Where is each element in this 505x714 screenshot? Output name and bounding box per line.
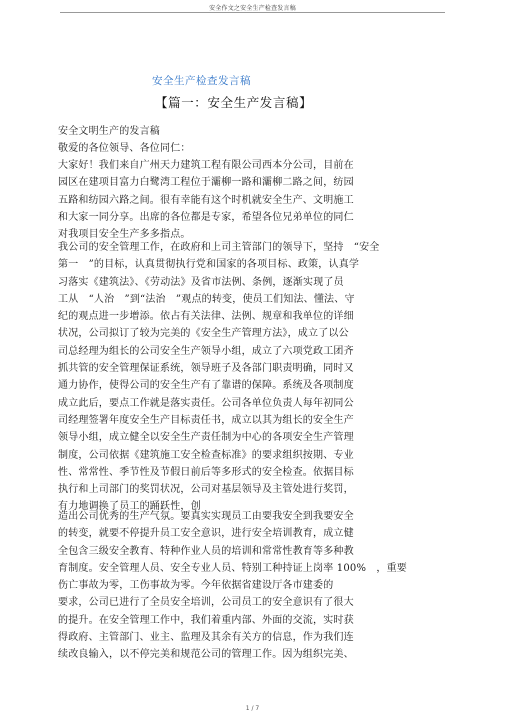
paragraph-line: 要求，公司已进行了全员安全培训，公司员工的安全意识有了很大 (58, 597, 354, 609)
paragraph-3 (58, 508, 463, 664)
paragraph-line: 大家好！我们来自广州天力建筑工程有限公司西本分公司，目前在 (58, 160, 354, 171)
paragraph-line: 和大家一同分享。出席的各位都是专家，希望各位兄弟单位的同仁 (58, 211, 354, 223)
paragraph-line: 的提升。在安全管理工作中，我们着重内部、外面的交流，实时获 (58, 614, 354, 626)
paragraph-line: 有力地调换了员工的踊跃性，创 (58, 501, 201, 513)
paragraph-line: 习落实《建筑法》、《劳动法》及省市法例、条例，逐渐实现了员 (58, 276, 344, 288)
paragraph-line: 抓共管的安全管理保证系统，领导班子及各部门职责明确，同时又 (58, 363, 354, 375)
paragraph-line: 工从 “人治 ”到“法治 ”观点的转变，使员工们知法、懂法、守 (58, 293, 355, 305)
paragraph-line: 全包含三级安全教育、特种作业人员的培训和常常性教育等多种教 (58, 545, 354, 557)
paragraph-line: 伤亡事故为零，工伤事故为零。今年依据省建设厅各市建委的 (58, 580, 334, 592)
paragraph-line: 对我项目安全生产多多指点。 (58, 229, 191, 241)
paragraph-line: 司经理签署年度安全生产目标责任书，成立以其为组长的安全生产 (58, 414, 354, 426)
paragraph-line: 第一 ”的目标，认真贯彻执行党和国家的各项目标、政策，认真学 (58, 259, 360, 271)
paragraph-line: 我公司的安全管理工作，在政府和上司主管部门的领导下，坚持 “安全 (58, 242, 380, 253)
paragraph-2 (58, 239, 463, 516)
running-header: 安全作文之安全生产检查发言稿 (209, 5, 296, 12)
salutation-line: 敬爱的各位领导、各位同仁： (58, 143, 191, 155)
paragraph-line: 执行和上司部门的奖罚状况，公司对基层领导及主管处进行奖罚， (58, 484, 354, 496)
document-title: 安全生产检查发言稿 (152, 75, 251, 87)
paragraph-line: 纪的观点进一步增添。依占有关法律、法例、规章和我单位的详细 (58, 311, 354, 323)
paragraph-line: 性、常常性、季节性及节假日前后等多形式的安全检查。依据目标 (58, 466, 354, 478)
section-heading: 【篇一：安全生产发言稿】 (155, 95, 313, 110)
page-number: 1 / 7 (245, 705, 260, 712)
paragraph-line: 领导小组，成立健全以安全生产责任制为中心的各项安全生产管理 (58, 432, 354, 444)
paragraph-line: 司总经理为组长的公司安全生产领导小组，成立了六项党政工团齐 (58, 345, 354, 357)
paragraph-line: 得政府、主管部门、业主、监理及其余有关方的信息，作为我们连 (58, 632, 354, 644)
paragraph-line: 的转变，就要不停提升员工安全意识，进行安全培训教育，成立健 (58, 528, 354, 540)
subtitle-block (58, 123, 463, 158)
paragraph-line: 育制度。安全管理人员、安全专业人员、特别工种持证上岗率 100% ，重要 (58, 562, 407, 574)
paragraph-line: 续改良输入，以不停完美和规范公司的管理工作。因为组织完美、 (58, 649, 354, 661)
paragraph-line: 五路和纺园六路之间。很有幸能有这个时机就安全生产、文明施工 (58, 194, 354, 206)
paragraph-line: 状况，公司拟订了较为完美的《安全生产管理方法》，成立了以公 (58, 328, 349, 340)
header-divider (60, 12, 445, 13)
paragraph-line: 成立此后，要点工作就是落实责任。公司各单位负责人每年初同公 (58, 397, 354, 409)
paragraph-line: 园区在建项目富力白鹭湾工程位于灞柳一路和灞柳二路之间，纺园 (58, 177, 354, 189)
subtitle-line: 安全文明生产的发言稿 (58, 126, 160, 137)
paragraph-line: 造出公司优秀的生产气氛。要真实实现员工由要我安全到我要安全 (58, 511, 354, 522)
paragraph-line: 通力协作，使得公司的安全生产有了靠谱的保障。系统及各项制度 (58, 380, 354, 392)
paragraph-1 (58, 157, 463, 243)
paragraph-line: 制度，公司依据《建筑施工安全检查标准》的要求组织按期、专业 (58, 449, 354, 461)
